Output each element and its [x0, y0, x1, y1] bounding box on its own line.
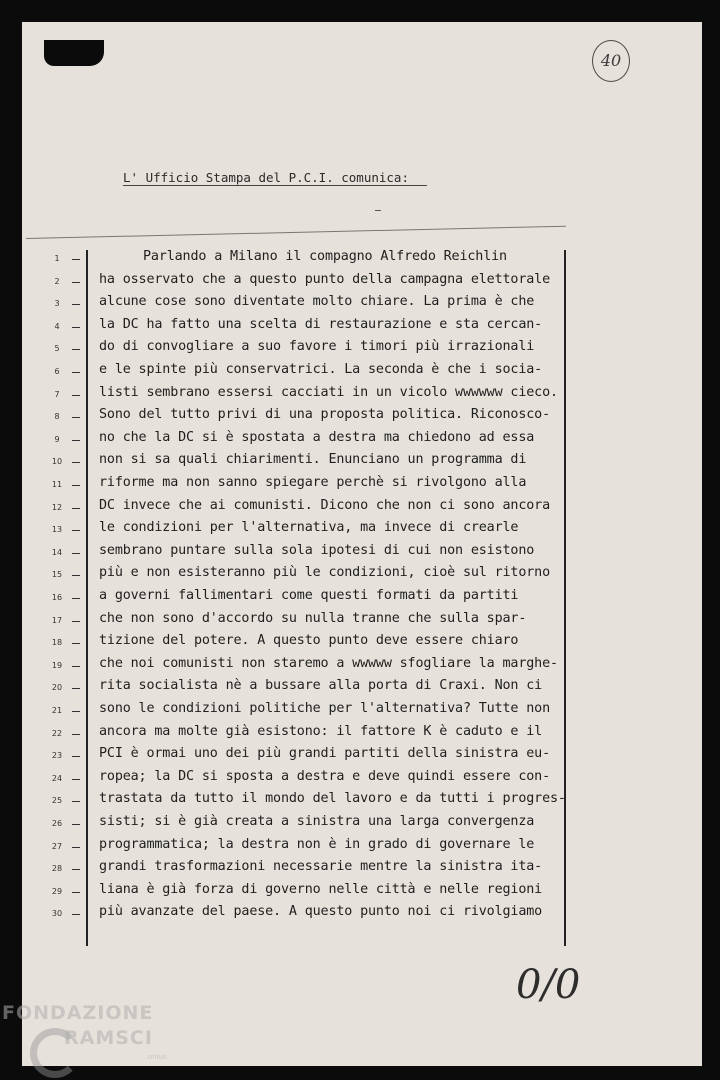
- line-tick: [72, 508, 80, 509]
- line-tick: [72, 304, 80, 305]
- line-tick: [72, 598, 80, 599]
- line-number: [46, 568, 80, 591]
- line-number-label: 7: [54, 389, 60, 399]
- stray-mark: [375, 210, 381, 211]
- line-number: [46, 546, 80, 569]
- line-number: [46, 840, 80, 863]
- line-number: [46, 455, 80, 478]
- line-number-label: 5: [54, 344, 60, 354]
- watermark-line3: onlus: [148, 1053, 167, 1061]
- watermark-line2: RAMSCI: [64, 1027, 153, 1049]
- text-line: Sono del tutto privi di una proposta politica. Riconosco-: [99, 407, 550, 423]
- line-tick: [72, 688, 80, 689]
- text-line: no che la DC si è spostata a destra ma chiedono ad essa: [99, 429, 535, 445]
- line-tick: [72, 711, 80, 712]
- line-tick: [72, 892, 80, 893]
- line-number: [46, 501, 80, 524]
- line-tick: [72, 530, 80, 531]
- text-line: alcune cose sono diventate molto chiare. La prima è che: [99, 294, 535, 310]
- text-line: sisti; si è già creata a sinistra una larga convergenza: [99, 814, 535, 829]
- tape-mark: [44, 40, 104, 66]
- line-number: [46, 885, 80, 908]
- left-margin-rule: [86, 250, 88, 946]
- line-number-label: 19: [51, 660, 63, 670]
- line-tick: [72, 417, 80, 418]
- line-number: [46, 749, 80, 772]
- line-number: [46, 342, 80, 365]
- right-margin-rule: [564, 250, 566, 946]
- line-number: [46, 907, 80, 930]
- line-number: [46, 275, 80, 298]
- text-line: programmatica; la destra non è in grado di governare le: [99, 836, 535, 852]
- line-number-label: 12: [51, 502, 63, 512]
- text-line: rita socialista nè a bussare alla porta di Craxi. Non ci: [99, 678, 543, 694]
- top-rule: [26, 226, 566, 239]
- text-line: riforme ma non sanno spiegare perchè si rivolgono alla: [99, 475, 527, 490]
- line-number-label: 15: [51, 570, 63, 580]
- document-page: [22, 22, 702, 1066]
- line-number-label: 20: [51, 683, 63, 693]
- line-number: [46, 320, 80, 343]
- text-line: listi sembrano essersi cacciati in un vicolo wwwwww cieco.: [99, 384, 558, 400]
- text-line: trastata da tutto il mondo del lavoro e da tutti i progres-: [99, 791, 566, 807]
- text-line: DC invece che ai comunisti. Dicono che non ci sono ancora: [99, 497, 550, 513]
- line-tick: [72, 801, 80, 802]
- line-number-label: 21: [51, 706, 63, 715]
- line-number-label: 8: [54, 412, 60, 422]
- line-number: [46, 794, 80, 817]
- text-line: sono le condizioni politiche per l'alternativa? Tutte non: [99, 701, 550, 716]
- line-number-label: 17: [51, 615, 63, 625]
- page-number-mark: 40: [592, 40, 630, 82]
- line-number: [46, 388, 80, 411]
- line-number: [46, 252, 80, 275]
- line-number: [46, 727, 80, 750]
- line-number-label: 28: [51, 864, 63, 874]
- line-number: [46, 433, 80, 456]
- line-tick: [72, 914, 80, 915]
- fondazione-gramsci-watermark: [0, 1000, 200, 1070]
- line-tick: [72, 440, 80, 441]
- text-line: ropea; la DC si sposta a destra e deve quindi essere con-: [99, 768, 550, 784]
- document-heading: L' Ufficio Stampa del P.C.I. comunica:: [123, 170, 409, 185]
- line-number-label: 3: [54, 299, 60, 309]
- line-number: [46, 297, 80, 320]
- line-number-label: 6: [54, 367, 60, 376]
- line-number-label: 26: [51, 819, 63, 828]
- text-line: ancora ma molte già esistono: il fattore K è caduto e il: [99, 723, 543, 739]
- line-tick: [72, 575, 80, 576]
- line-tick: [72, 643, 80, 644]
- text-line: tizione del potere. A questo punto deve essere chiaro: [99, 633, 519, 649]
- line-number: [46, 817, 80, 840]
- line-number: [46, 591, 80, 614]
- line-number-label: 16: [51, 593, 63, 602]
- line-number-label: 10: [51, 457, 63, 467]
- line-number-label: 9: [54, 434, 60, 444]
- text-line: sembrano puntare sulla sola ipotesi di cui non esistono: [99, 542, 535, 558]
- line-tick: [72, 282, 80, 283]
- line-number-label: 13: [51, 525, 63, 535]
- line-tick: [72, 756, 80, 757]
- line-number: [46, 636, 80, 659]
- line-tick: [72, 259, 80, 260]
- line-tick: [72, 666, 80, 667]
- line-number: [46, 365, 80, 388]
- line-tick: [72, 734, 80, 735]
- line-number-label: 29: [51, 886, 63, 896]
- text-line: e le spinte più conservatrici. La seconda è che i socia-: [99, 362, 543, 377]
- line-number: [46, 523, 80, 546]
- watermark-line1: FONDAZIONE: [2, 1002, 154, 1024]
- line-number: [46, 862, 80, 885]
- text-line: le condizioni per l'alternativa, ma invece di crearle: [99, 520, 519, 536]
- text-line: che noi comunisti non staremo a wwwww sfogliare la marghe-: [99, 655, 558, 671]
- line-number-label: 11: [51, 480, 63, 489]
- text-line: do di convogliare a suo favore i timori più irrazionali: [99, 339, 535, 355]
- line-number-label: 1: [54, 254, 60, 263]
- line-tick: [72, 553, 80, 554]
- line-tick: [72, 395, 80, 396]
- line-number-label: 4: [54, 321, 60, 331]
- text-line: più e non esisteranno più le condizioni, cioè sul ritorno: [99, 565, 550, 581]
- line-number: [46, 410, 80, 433]
- line-number: [46, 659, 80, 682]
- line-number-label: 23: [51, 751, 63, 761]
- line-number-label: 30: [51, 909, 63, 919]
- text-line: ha osservato che a questo punto della campagna elettorale: [99, 271, 550, 287]
- text-line: non si sa quali chiarimenti. Enunciano un programma di: [99, 452, 527, 468]
- line-tick: [72, 621, 80, 622]
- line-tick: [72, 869, 80, 870]
- line-tick: [72, 779, 80, 780]
- line-number: [46, 704, 80, 727]
- line-tick: [72, 824, 80, 825]
- text-line: a governi fallimentari come questi formati da partiti: [99, 588, 519, 603]
- text-line: più avanzate del paese. A questo punto noi ci rivolgiamo: [99, 904, 543, 920]
- line-tick: [72, 485, 80, 486]
- line-number-label: 27: [51, 841, 63, 851]
- text-line: grandi trasformazioni necessarie mentre la sinistra ita-: [99, 859, 543, 875]
- line-tick: [72, 349, 80, 350]
- text-line: Parlando a Milano il compagno Alfredo Reichlin: [143, 249, 507, 264]
- fraction-text: 0/0: [516, 962, 581, 1008]
- text-line: PCI è ormai uno dei più grandi partiti della sinistra eu-: [99, 746, 550, 762]
- line-number-label: 2: [54, 276, 60, 286]
- line-number-label: 25: [51, 796, 63, 806]
- line-number: [46, 478, 80, 501]
- line-number-label: 24: [51, 773, 63, 783]
- line-number: [46, 772, 80, 795]
- line-number-label: 18: [51, 638, 63, 648]
- line-number: [46, 614, 80, 637]
- line-number-label: 14: [51, 547, 63, 557]
- text-line: la DC ha fatto una scelta di restaurazione e sta cercan-: [99, 316, 543, 332]
- line-tick: [72, 462, 80, 463]
- heading-underline: [123, 185, 427, 186]
- line-number: [46, 681, 80, 704]
- handwritten-fraction-mark: [512, 952, 582, 1012]
- text-line: che non sono d'accordo su nulla tranne che sulla spar-: [99, 610, 527, 626]
- line-tick: [72, 327, 80, 328]
- text-line: liana è già forza di governo nelle città e nelle regioni: [99, 881, 543, 897]
- line-tick: [72, 847, 80, 848]
- line-number-label: 22: [51, 728, 63, 738]
- line-tick: [72, 372, 80, 373]
